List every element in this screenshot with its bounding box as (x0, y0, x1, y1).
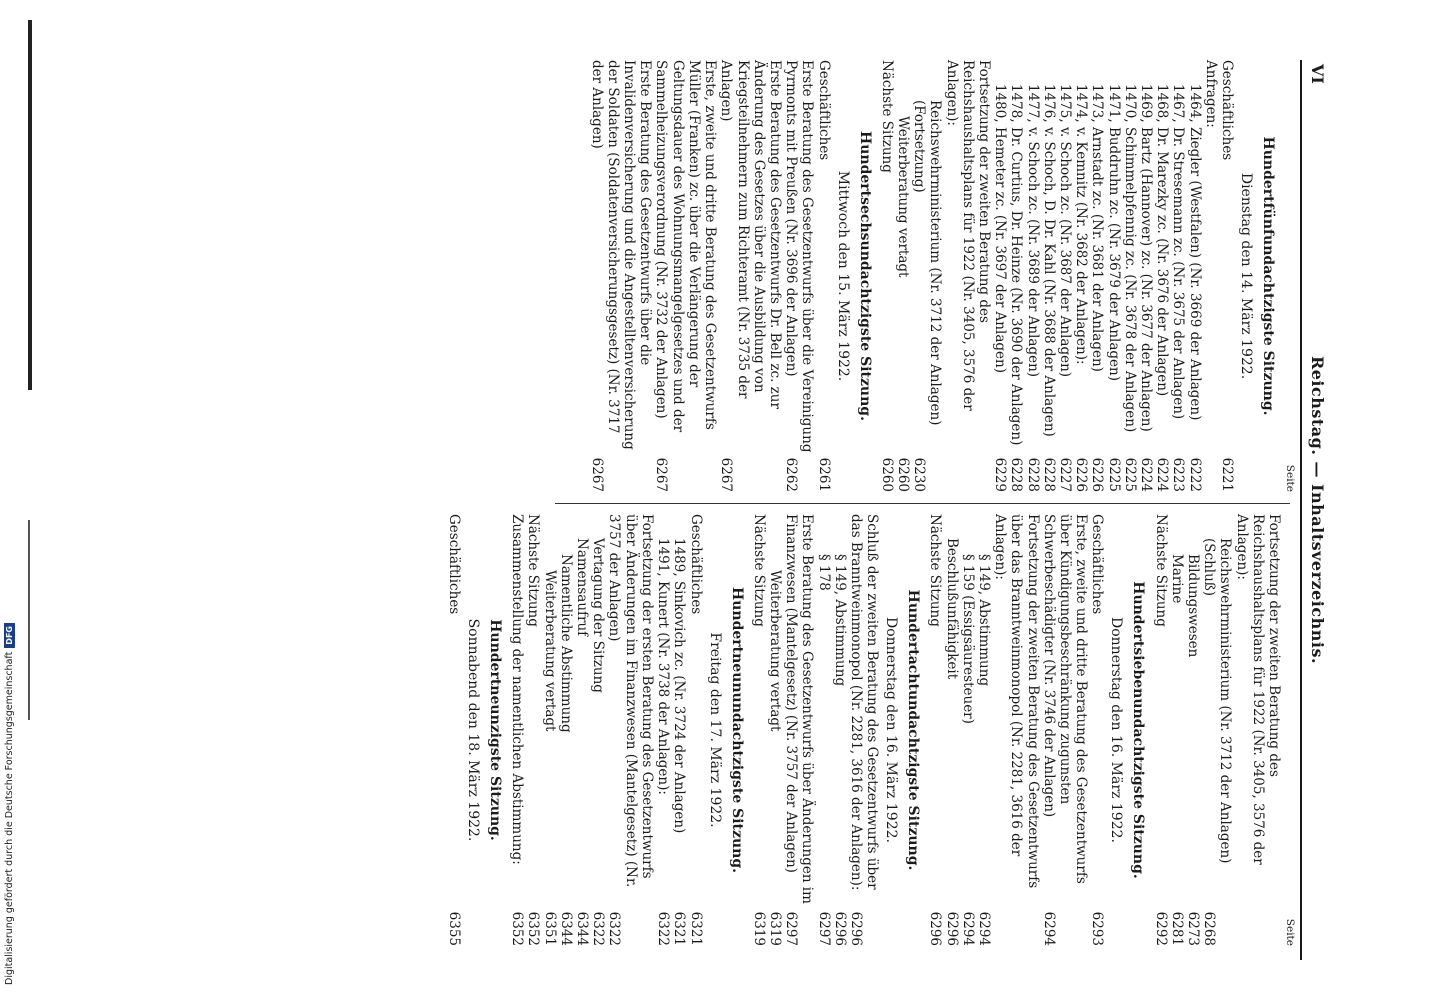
session-title: Hundertsechsundachtzigste Sitzung. (856, 131, 873, 421)
toc-entry: Bildungswesen 6273 (1184, 554, 1201, 946)
scan-edge-lower (28, 520, 30, 720)
toc-entry: Erste Beratung des Gesetzentwurfs über Änderungen im Finanzwesen (Mantelgesetz) (Nr. 3757 der Anlagen) 6297 (783, 514, 816, 946)
toc-entry: Weiterberatung vertagt 6319 (766, 570, 783, 946)
toc-entry: § 178 6297 (815, 554, 832, 946)
toc-entry: Beschlußunfähigkeit 6296 (943, 538, 960, 946)
toc-entry: Nächste Sitzung 6296 (927, 514, 944, 946)
session-title: Hundertneunundachtzigste Sitzung. (728, 586, 745, 873)
page-title: Reichstag. — Inhaltsverzeichnis. (1308, 355, 1327, 665)
toc-entry: 1473, Arnstadt zc. (Nr. 3681 der Anlagen) 6226 (1089, 84, 1106, 492)
session-date: Donnerstag den 16. März 1922. (883, 617, 900, 843)
toc-entry: Namensaufruf 6344 (574, 538, 591, 946)
credit-text: Digitalisierung gefördert durch die Deutsche Forschungsgemeinschaft (4, 651, 15, 985)
session-title: Hundertneunzigste Sitzung. (487, 619, 504, 841)
session-date: Dienstag den 14. März 1922. (1238, 172, 1254, 380)
session-date: Donnerstag den 16. März 1922. (1108, 617, 1125, 843)
toc-entry: Fortsetzung der zweiten Beratung des Reichshaushaltsplans für 1922 (Nr. 3405, 3576 der Anlagen): (1233, 514, 1282, 865)
toc-entry: 1489, Sinkovich zc. (Nr. 3724 der Anlagen) 6321 (671, 538, 688, 946)
toc-entry: Erste Beratung des Gesetzentwurfs über die Vereinigung Pyrmonts mit Preußen (Nr. 3696 der Anlagen) 6262 (783, 60, 816, 492)
toc-entry: § 149, Abstimmung 6296 (831, 554, 848, 946)
toc-entry: Nächste Sitzung 6319 (750, 514, 767, 946)
toc-entry: Fortsetzung der zweiten Beratung des Reichshaushaltsplans für 1922 (Nr. 3405, 3576 der Anlagen): (943, 60, 992, 411)
column-left (588, 60, 1296, 492)
session-title: Hundertachtundachtzigste Sitzung. (905, 589, 922, 871)
seite-label: Seite (1284, 918, 1296, 946)
toc-entry: 1475, v. Schoch zc. (Nr. 3687 der Anlagen) 6227 (1056, 84, 1073, 492)
session-date: Freitag den 17. März 1922. (706, 632, 723, 828)
toc-entry: Nächste Sitzung 6292 (1152, 514, 1169, 946)
toc-entry: Anfragen: (1202, 60, 1219, 128)
toc-entry: Reichswehrministerium (Nr. 3712 der Anlagen) (Fortsetzung) 6230 (911, 100, 944, 492)
scan-edge (28, 20, 32, 390)
toc-entry: Geschäftliches 6321 (687, 514, 704, 946)
toc-entry: Geschäftliches 6293 (1089, 514, 1106, 946)
toc-entry: Namentliche Abstimmung 6344 (557, 554, 574, 946)
toc-entry: Geschäftliches 6221 (1219, 60, 1235, 492)
toc-entry: 1477, v. Schoch zc. (Nr. 3689 der Anlagen) 6228 (1024, 84, 1041, 492)
session-title: Hundertfünfundachtzigste Sitzung. (1260, 136, 1276, 416)
toc-entry: Erste, zweite und dritte Beratung des Gesetzentwurfs Müller (Franken) zc. über die Verlängerung der Geltungsdauer des Wohnungsmangelgesetzes und der Sammelheizungsverordnung (Nr. 3732 der Anlagen) 6267 (653, 60, 719, 492)
toc-entry: 1478, Dr. Curtius, Dr. Heinze (Nr. 3690 der Anlagen) 6228 (1008, 84, 1025, 492)
toc-entry: Geschäftliches 6261 (815, 60, 832, 492)
toc-entry: 1464, Ziegler (Westfalen) (Nr. 3669 der Anlagen) 6222 (1186, 84, 1203, 492)
toc-entry: 1480, Hemeter zc. (Nr. 3697 der Anlagen) 6229 (992, 84, 1009, 492)
toc-entry: Marine 6281 (1168, 554, 1185, 946)
toc-entry: 1470, Schimmelpfennig zc. (Nr. 3678 der Anlagen) 6225 (1121, 84, 1138, 492)
rotated-page (446, 60, 1330, 960)
toc-entry: Vertagung der Sitzung 6322 (590, 538, 607, 946)
seite-label: Seite (1284, 464, 1296, 492)
toc-entry: Weiterberatung vertagt 6260 (894, 116, 911, 492)
column-divider (555, 503, 1290, 504)
page-header (1300, 60, 1330, 960)
toc-entry: Fortsetzung der zweiten Beratung des Gesetzentwurfs über das Branntweinmonopol (Nr. 2281, 3616 der Anlagen): (992, 514, 1041, 889)
toc-entry: Fortsetzung der ersten Beratung des Gesetzentwurfs über Änderungen im Finanzwesen (Mantelgesetz) (Nr. 3757 der Anlagen) 6322 (606, 514, 655, 946)
toc-entry: Erste Beratung des Gesetzentwurfs über die Invalidenversicherung und die Angestelltenversicherung der Soldaten (Soldatenversicherungsgesetz) (Nr. 3717 der Anlagen) 6267 (588, 60, 654, 492)
toc-entry: 1468, Dr. Marezky zc. (Nr. 3676 der Anlagen) 6224 (1154, 84, 1171, 492)
column-right (446, 514, 1296, 946)
toc-entry: Geschäftliches 6355 (446, 514, 463, 946)
toc-entry: 1474, v. Kemnitz (Nr. 3682 der Anlagen): 6226 (1073, 84, 1090, 492)
digitization-credit (4, 623, 15, 985)
toc-entry: 1491, Kunert (Nr. 3738 der Anlagen): 6322 (655, 538, 672, 946)
dfg-logo: DFG (4, 623, 15, 648)
toc-entry: Zusammenstellung der namentlichen Abstimmung: 6352 (509, 514, 526, 946)
toc-entry: Nächste Sitzung 6260 (878, 60, 895, 492)
toc-entry: 1471, Buddruhn zc. (Nr. 3679 der Anlagen) 6225 (1105, 84, 1122, 492)
session-title: Hundertsiebenundachtzigste Sitzung. (1130, 581, 1147, 879)
session-date: Mittwoch den 15. März 1922. (834, 170, 851, 382)
toc-entry: § 159 (Essigsäuresteuer) 6294 (959, 554, 976, 946)
toc-entry: Nächste Sitzung 6352 (525, 514, 542, 946)
toc-entry: Schluß der zweiten Beratung des Gesetzentwurfs über das Branntweinmonopol (Nr. 2281, 3616 der Anlagen): 6296 (847, 514, 881, 946)
toc-entry: 1469, Bartz (Hannover) zc. (Nr. 3677 der Anlagen) 6224 (1137, 84, 1154, 492)
toc-entry: Erste Beratung des Gesetzentwurfs Dr. Bell zc. zur Änderung des Gesetzes über die Ausbildung von Kriegsteilnehmern zum Richteramt (Nr. 3735 der Anlagen) 6267 (718, 60, 783, 492)
toc-entry: Erste, zweite und dritte Beratung des Gesetzentwurfs über Kündigungsbeschränkung zugunsten Schwerbeschädigter (Nr. 3746 der Anlagen) 6294 (1040, 514, 1090, 946)
toc-entry: 1476, v. Schoch, D. Dr. Kahl (Nr. 3688 der Anlagen) 6228 (1040, 84, 1057, 492)
page-number: VI (1308, 64, 1327, 84)
toc-entry: 1467, Dr. Stresemann zc. (Nr. 3675 der Anlagen) 6223 (1170, 84, 1187, 492)
toc-entry: Reichswehrministerium (Nr. 3712 der Anlagen) (Schluß) 6268 (1201, 538, 1234, 946)
session-date: Sonnabend den 18. März 1922. (465, 618, 482, 842)
toc-entry: § 149, Abstimmung 6294 (975, 554, 992, 946)
toc-entry: Weiterberatung vertagt 6351 (541, 570, 558, 946)
